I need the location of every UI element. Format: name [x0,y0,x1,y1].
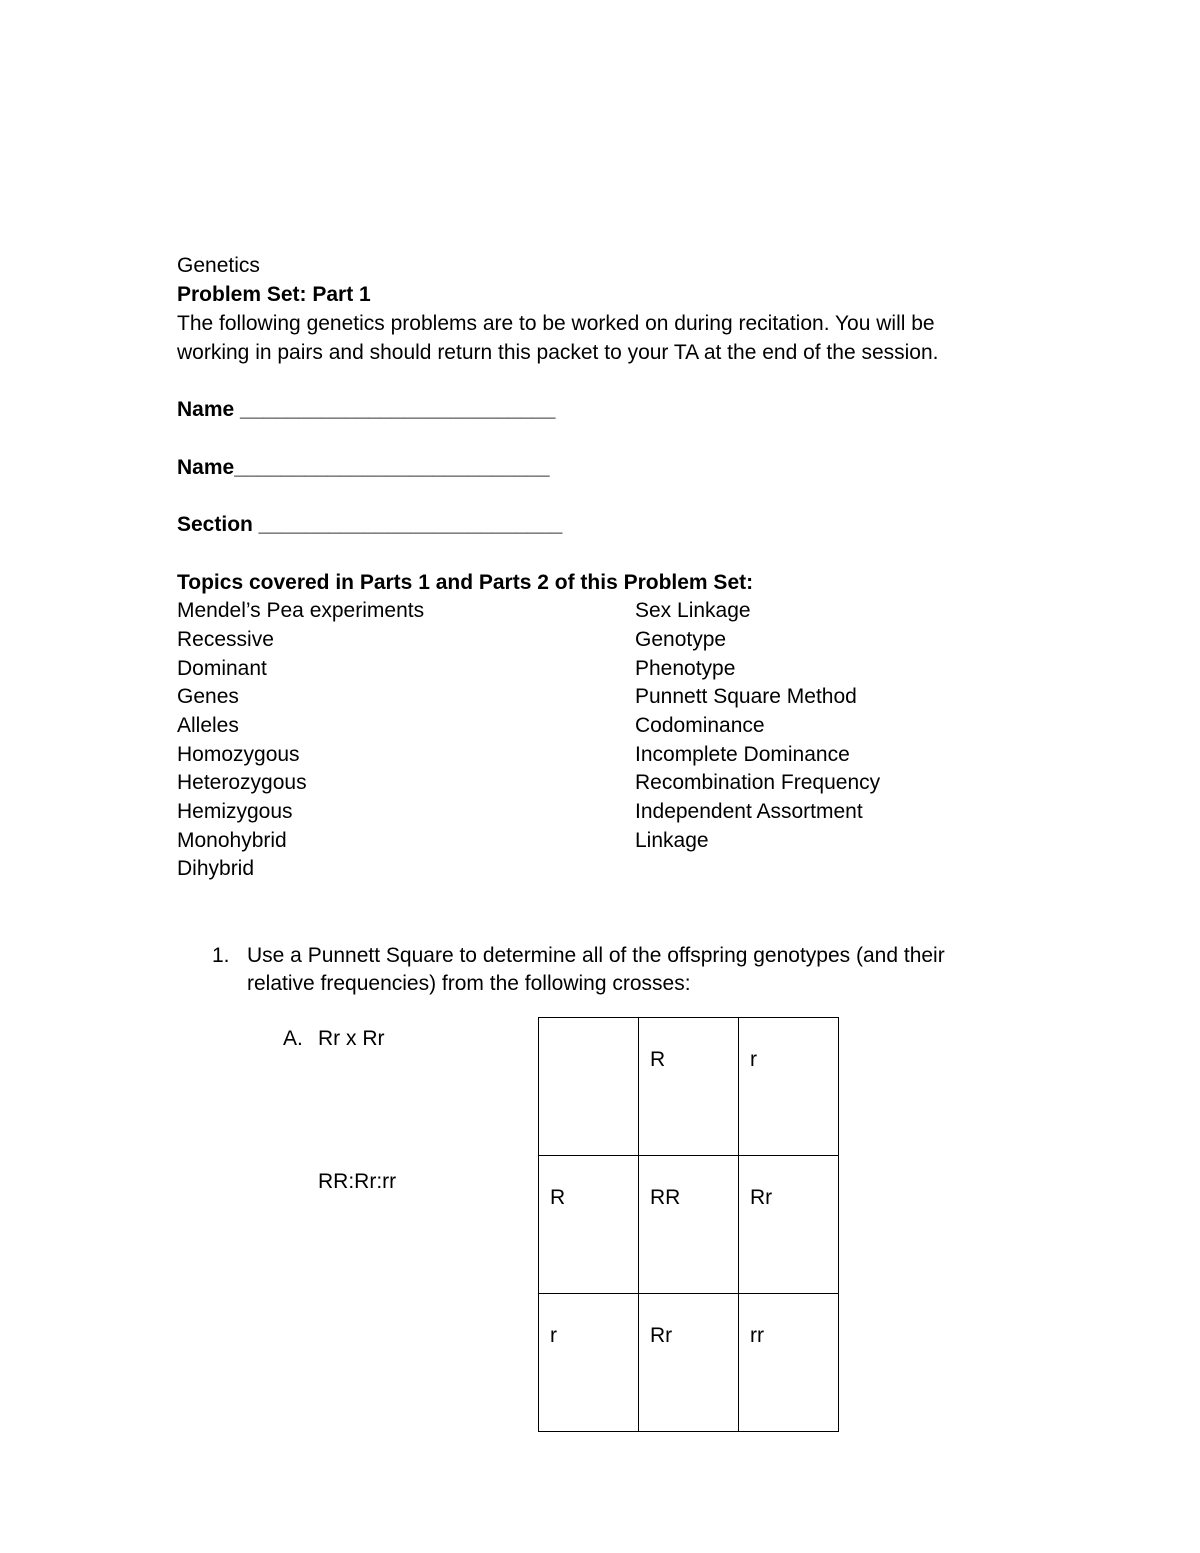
topic-item: Codominance [635,714,765,737]
name-field-1[interactable]: Name ___________________________ [177,398,556,421]
course-label: Genetics [177,254,260,277]
punnett-cell-text: r [550,1324,557,1347]
topic-item: Genes [177,685,239,708]
question-1-text-line-1: Use a Punnett Square to determine all of the offspring genotypes (and their [247,944,945,967]
intro-text-line-2: working in pairs and should return this packet to your TA at the end of the session. [177,341,939,364]
punnett-cell-text: r [750,1048,757,1071]
punnett-cell [539,1156,639,1294]
punnett-cell [639,1156,739,1294]
topic-item: Punnett Square Method [635,685,857,708]
punnett-cell-text: Rr [650,1324,673,1347]
punnett-cell-text: R [550,1186,566,1209]
topic-item: Alleles [177,714,239,737]
topics-heading: Topics covered in Parts 1 and Parts 2 of this Problem Set: [177,571,754,594]
topic-item: Incomplete Dominance [635,743,850,766]
topic-item: Heterozygous [177,771,307,794]
topic-item: Recessive [177,628,274,651]
punnett-row [539,1018,839,1156]
topic-item: Homozygous [177,743,300,766]
punnett-cell-text: rr [750,1324,764,1347]
punnett-cell [739,1294,839,1432]
question-1-text-line-2: relative frequencies) from the following crosses: [247,972,691,995]
punnett-cell [639,1294,739,1432]
topic-item: Sex Linkage [635,599,751,622]
topic-item: Monohybrid [177,829,287,852]
punnett-cell-text: RR [650,1186,681,1209]
topic-item: Linkage [635,829,709,852]
part-a-cross: Rr x Rr [318,1027,385,1050]
punnett-cell [639,1018,739,1156]
punnett-cell [739,1156,839,1294]
punnett-row [539,1294,839,1432]
punnett-cell [739,1018,839,1156]
punnett-cell-text: Rr [750,1186,773,1209]
punnett-row [539,1156,839,1294]
punnett-cell [539,1294,639,1432]
topic-item: Genotype [635,628,727,651]
topic-item: Mendel’s Pea experiments [177,599,425,622]
punnett-cell-text: R [650,1048,666,1071]
page-title: Problem Set: Part 1 [177,283,371,306]
topic-item: Dihybrid [177,857,255,880]
question-1-number: 1. [212,944,230,967]
topic-item: Phenotype [635,657,736,680]
name-field-2[interactable]: Name___________________________ [177,456,550,479]
intro-text-line-1: The following genetics problems are to be worked on during recitation. You will be [177,312,935,335]
section-field[interactable]: Section __________________________ [177,513,563,536]
punnett-cell [539,1018,639,1156]
part-a-letter: A. [283,1027,303,1050]
topic-item: Hemizygous [177,800,293,823]
topic-item: Dominant [177,657,267,680]
topic-item: Independent Assortment [635,800,863,823]
punnett-square [538,1017,839,1432]
genotype-ratio-answer: RR:Rr:rr [318,1170,397,1193]
topic-item: Recombination Frequency [635,771,881,794]
